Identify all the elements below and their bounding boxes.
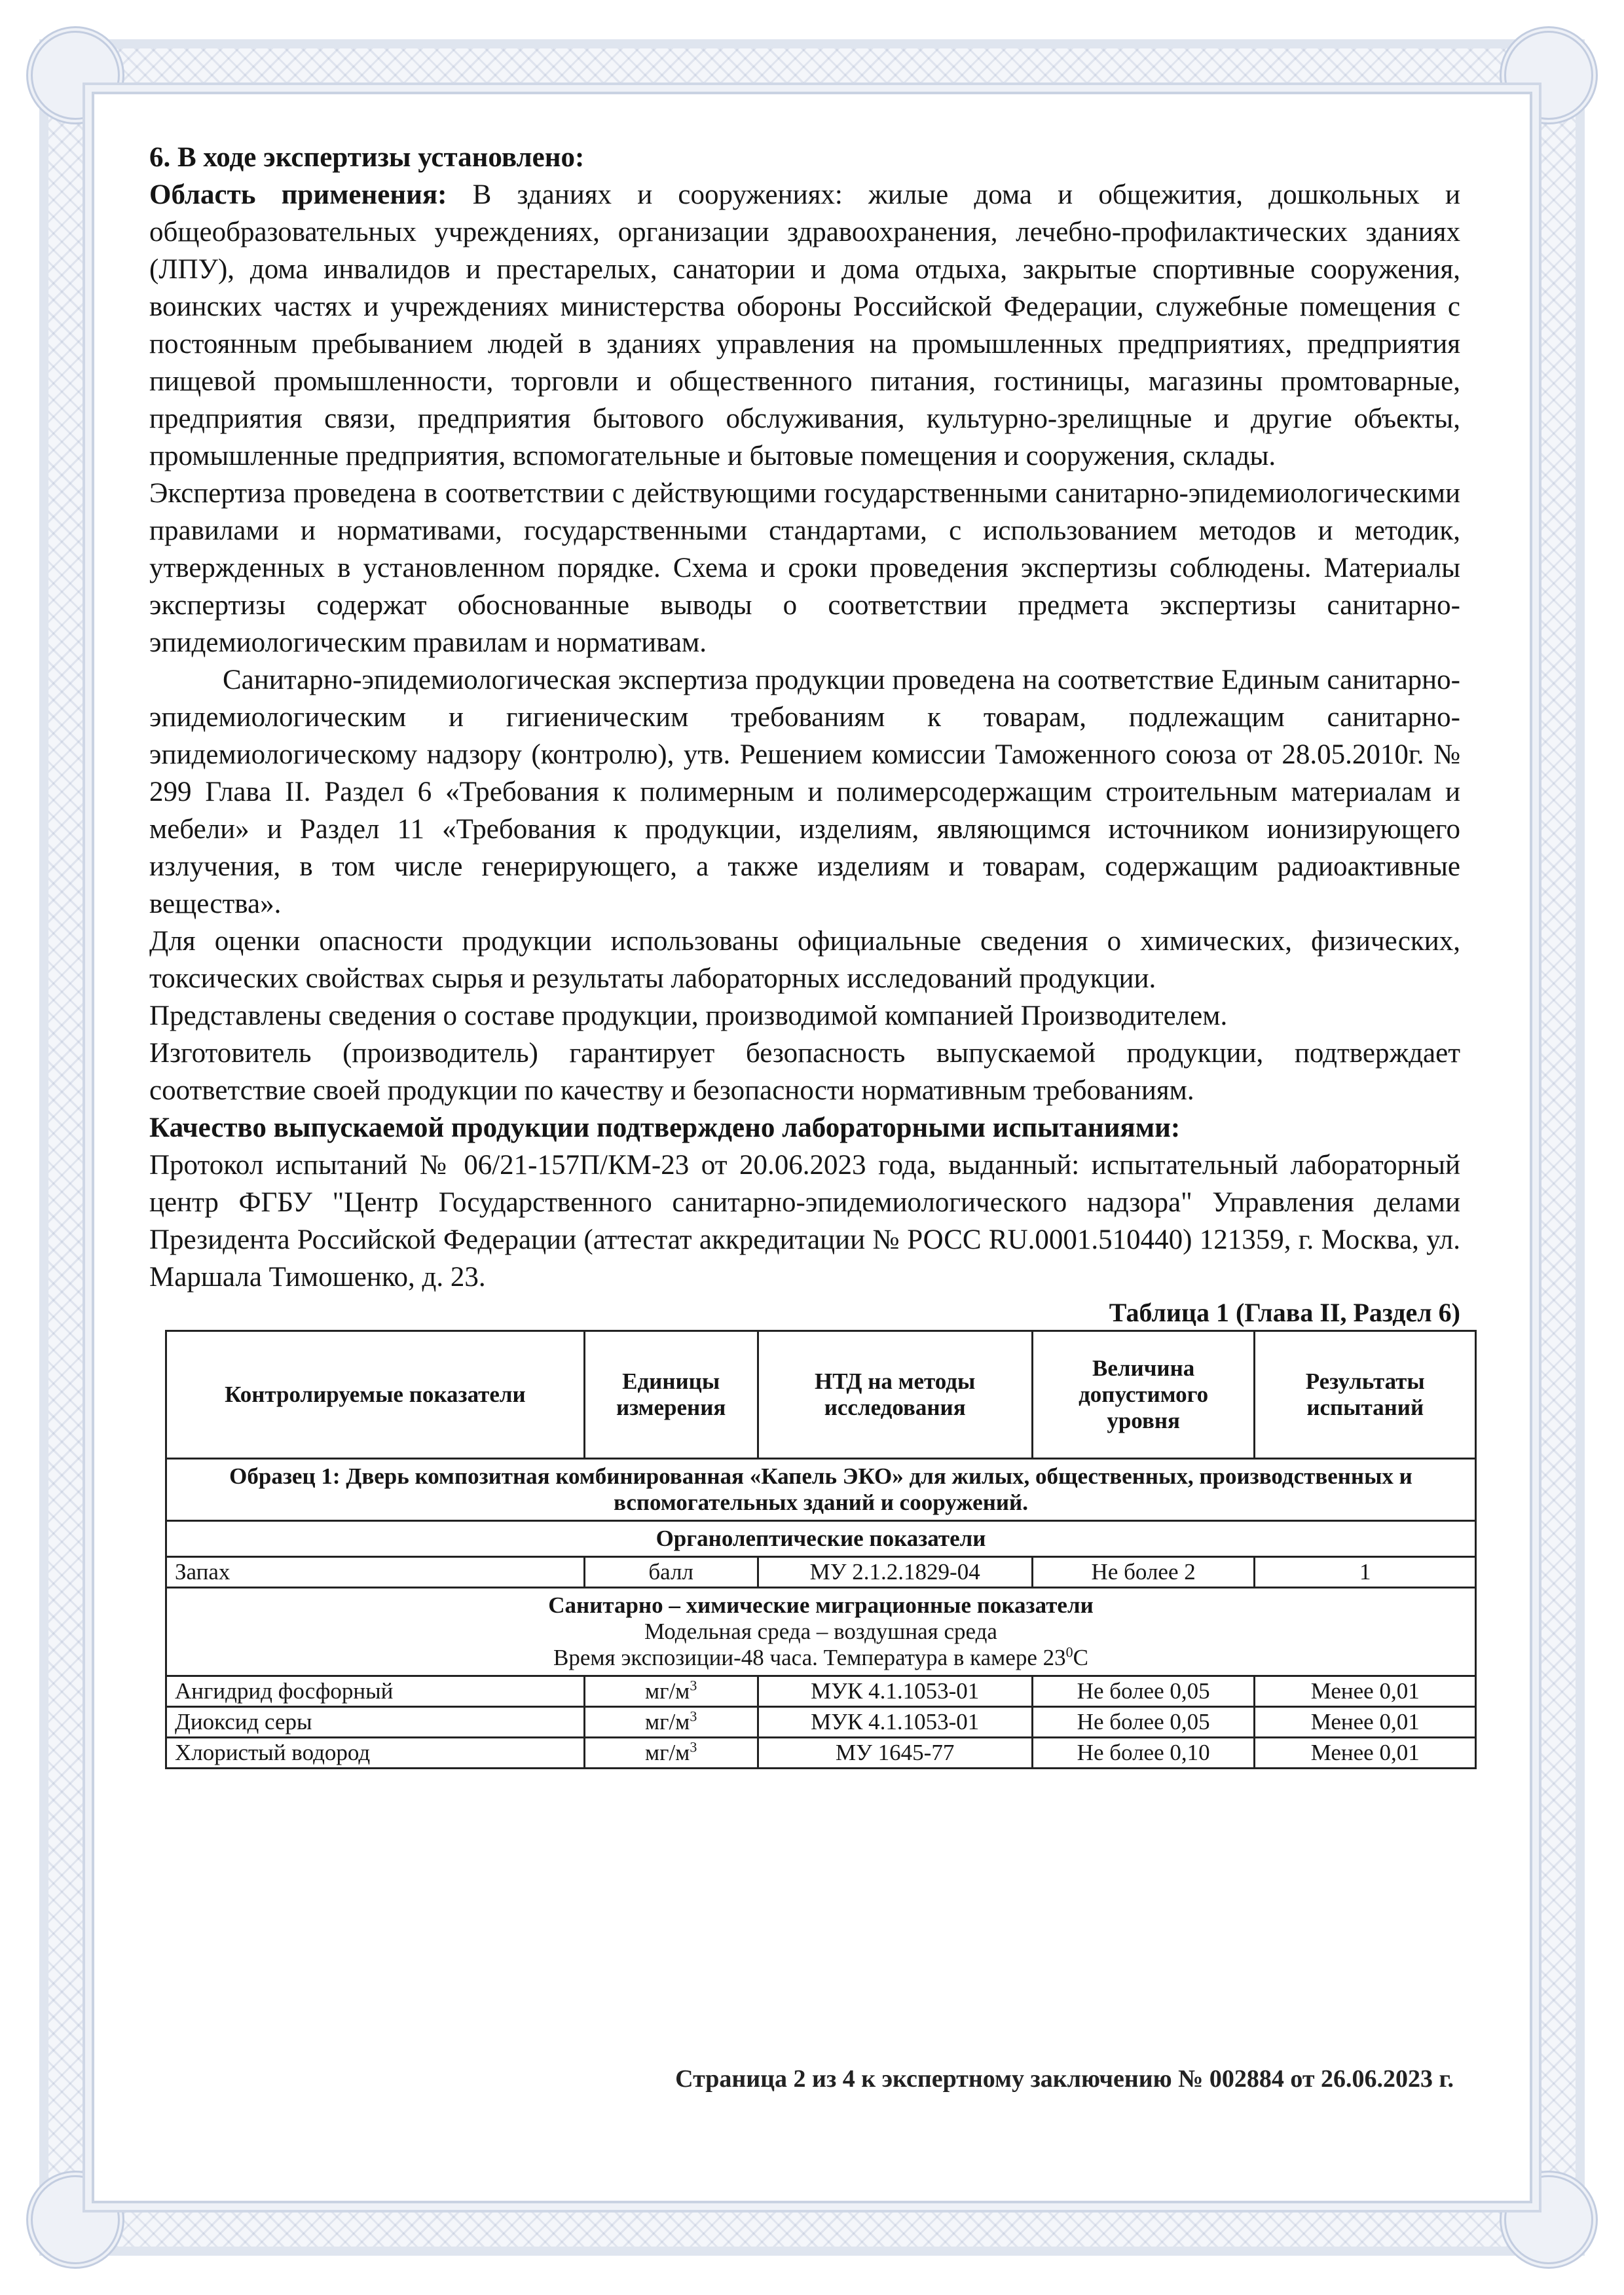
cell-indicator: Диоксид серы xyxy=(166,1707,585,1738)
cell-units xyxy=(584,1738,758,1769)
cell-limit: Не более 0,05 xyxy=(1032,1676,1255,1707)
cell-result: Менее 0,01 xyxy=(1255,1676,1476,1707)
cell-limit: Не более 0,05 xyxy=(1032,1707,1255,1738)
degree-mark: 0 xyxy=(1065,1643,1073,1661)
section-heading: 6. В ходе экспертизы установлено: xyxy=(149,142,585,173)
cell-limit: Не более 0,10 xyxy=(1032,1738,1255,1769)
cell-result: Менее 0,01 xyxy=(1255,1707,1476,1738)
migration-environment: Модельная среда – воздушная среда xyxy=(644,1619,997,1644)
sample-row xyxy=(166,1459,1476,1521)
cell-ntd: МУ 2.1.2.1829-04 xyxy=(758,1557,1032,1588)
scope-text: В зданиях и сооружениях: жилые дома и общежития, дошкольных и общеобразовательных учреждениях, организации здравоохранения, лечебно-профилактических зданиях (ЛПУ), дома инвалидов и престарелых, санатории и дома отдыха, закрытые спортивные сооружения, воинских частях и учреждениях министерства обороны Российской Федерации, служебные помещения с постоянным пребыванием людей в зданиях управления на промышленных предприятиях, предприятия пищевой промышленности, торговли и общественного питания, гостиницы, магазины промтоварные, предприятия связи, предприятия бытового обслуживания, культурно-зрелищные и другие объекты, промышленные предприятия, вспомогательные и бытовые помещения и сооружения, склады. xyxy=(149,179,1460,471)
cell-limit: Не более 2 xyxy=(1032,1557,1255,1588)
cell-result: Менее 0,01 xyxy=(1255,1738,1476,1769)
expertise-paragraph: Экспертиза проведена в соответствии с действующими государственными санитарно-эпидемиологическими правилами и нормативами, государственными стандартами, с использованием методов и методик, утвержденных в установленном порядке. Схема и сроки проведения экспертизы соблюдены. Материалы экспертизы содержат обоснованные выводы о соответствии предмета экспертизы санитарно-эпидемиологическим правилам и нормативам. xyxy=(149,478,1460,658)
unit-exponent: 3 xyxy=(690,1708,697,1725)
header-limit: Величина допустимого уровня xyxy=(1032,1331,1255,1459)
table-row xyxy=(166,1707,1476,1738)
unit-exponent: 3 xyxy=(690,1677,697,1694)
cell-units xyxy=(584,1676,758,1707)
cell-units xyxy=(584,1707,758,1738)
unit-text: мг/м xyxy=(644,1709,690,1735)
cell-indicator: Запах xyxy=(166,1557,585,1588)
header-units: Единицы измерения xyxy=(584,1331,758,1459)
cell-indicator: Ангидрид фосфорный xyxy=(166,1676,585,1707)
requirements-paragraph: Санитарно-эпидемиологическая экспертиза продукции проведена на соответствие Единым санитарно-эпидемиологическим и гигиеническим требованиям к товарам, подлежащим санитарно-эпидемиологическому надзору (контролю), утв. Решением комиссии Таможенного союза от 28.05.2010г. № 299 Глава II. Раздел 6 «Требования к полимерным и полимерсодержащим строительным материалам и мебели» и Раздел 11 «Требования к продукции, изделиям, являющимся источником ионизирующего излучения, в том числе генерирующего, а также изделиям и товарам, содержащим радиоактивные вещества». xyxy=(149,665,1460,919)
document-body xyxy=(149,139,1460,1769)
header-ntd: НТД на методы исследования xyxy=(758,1331,1032,1459)
migration-exposure xyxy=(175,1645,1467,1671)
protocol-paragraph: Протокол испытаний № 06/21-157П/КМ-23 от 20.06.2023 года, выданный: испытательный лабораторный центр ФГБУ "Центр Государственного санитарно-эпидемиологического надзора" Управления делами Президента Российской Федерации (аттестат аккредитации № РОСС RU.0001.510440) 121359, г. Москва, ул. Маршала Тимошенко, д. 23. xyxy=(149,1150,1460,1293)
cell-ntd: МУ 1645-77 xyxy=(758,1738,1032,1769)
table-header-row xyxy=(166,1331,1476,1459)
cell-units: балл xyxy=(584,1557,758,1588)
table-caption: Таблица 1 (Глава II, Раздел 6) xyxy=(1109,1298,1460,1327)
cell-ntd: МУК 4.1.1053-01 xyxy=(758,1707,1032,1738)
migration-title: Санитарно – химические миграционные показатели xyxy=(548,1592,1094,1618)
cell-ntd: МУК 4.1.1053-01 xyxy=(758,1676,1032,1707)
table-row xyxy=(166,1557,1476,1588)
cell-indicator: Хлористый водород xyxy=(166,1738,585,1769)
manufacturer-paragraph: Изготовитель (производитель) гарантирует безопасность выпускаемой продукции, подтверждает соответствие своей продукции по качеству и безопасности нормативным требованиям. xyxy=(149,1038,1460,1106)
header-indicator: Контролируемые показатели xyxy=(166,1331,585,1459)
scope-label: Область применения: xyxy=(149,179,447,210)
temperature-unit: С xyxy=(1073,1645,1088,1670)
hazard-paragraph: Для оценки опасности продукции использованы официальные сведения о химических, физических, токсических свойствах сырья и результаты лабораторных исследований продукции. xyxy=(149,926,1460,994)
unit-text: мг/м xyxy=(644,1678,690,1704)
results-table xyxy=(165,1330,1477,1769)
table-row xyxy=(166,1676,1476,1707)
composition-paragraph: Представлены сведения о составе продукции, производимой компанией Производителем. xyxy=(149,1001,1228,1031)
organoleptic-title: Органолептические показатели xyxy=(166,1521,1476,1557)
header-result: Результаты испытаний xyxy=(1255,1331,1476,1459)
organoleptic-row xyxy=(166,1521,1476,1557)
scope-paragraph xyxy=(149,176,1460,475)
sample-title: Образец 1: Дверь композитная комбинированная «Капель ЭКО» для жилых, общественных, производственных и вспомогательных зданий и сооружений. xyxy=(166,1459,1476,1521)
table-row xyxy=(166,1738,1476,1769)
migration-row xyxy=(166,1588,1476,1676)
unit-text: мг/м xyxy=(644,1740,690,1765)
page-footer: Страница 2 из 4 к экспертному заключению № 002884 от 26.06.2023 г. xyxy=(675,2065,1454,2093)
quality-heading: Качество выпускаемой продукции подтверждено лабораторными испытаниями: xyxy=(149,1112,1181,1143)
migration-block xyxy=(166,1588,1476,1676)
migration-time: Время экспозиции-48 часа. Температура в камере 23 xyxy=(553,1645,1066,1670)
unit-exponent: 3 xyxy=(690,1738,697,1755)
cell-result: 1 xyxy=(1255,1557,1476,1588)
